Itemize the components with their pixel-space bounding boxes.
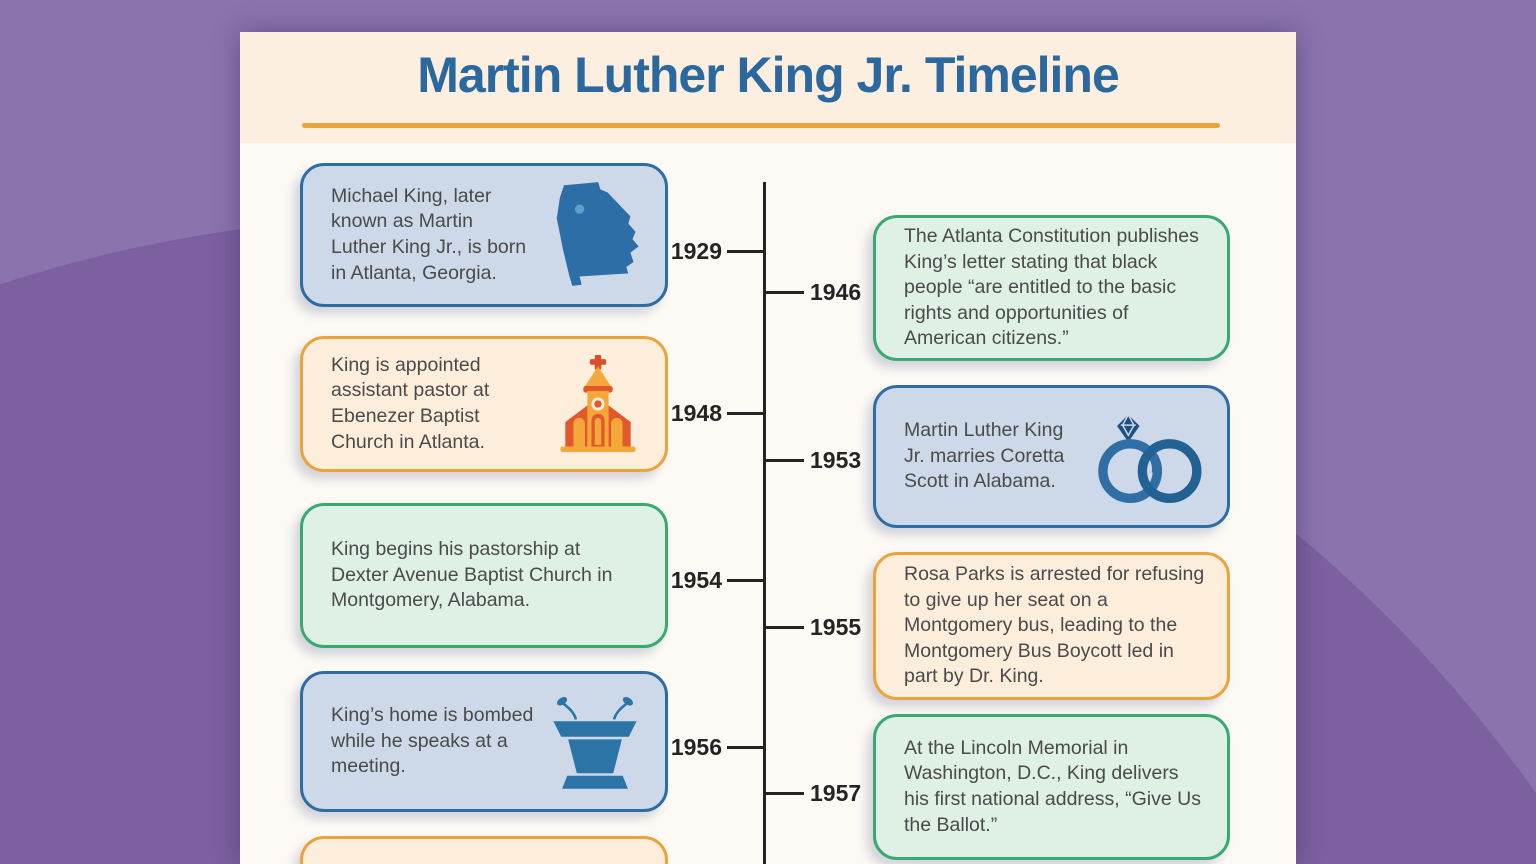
event-card-1954 xyxy=(300,503,668,648)
year-label-1946: 1946 xyxy=(810,279,862,305)
tick-1946 xyxy=(766,291,804,294)
event-text-1954: King begins his pastorship at Dexter Avenue Baptist Church in Montgomery, Alabama. xyxy=(331,538,613,612)
year-label-1954: 1954 xyxy=(670,567,722,593)
event-text-1929: Michael King, later known as Martin Luther King Jr., is born in Atlanta, Georgia. xyxy=(331,184,527,284)
event-card-1946 xyxy=(873,215,1230,361)
timeline-poster xyxy=(240,32,1296,864)
event-text-1956: King’s home is bombed while he speaks at a meeting. xyxy=(331,704,534,778)
tick-1953 xyxy=(766,459,804,462)
year-label-1948: 1948 xyxy=(670,400,722,426)
event-card-1957 xyxy=(873,714,1230,860)
event-text-1957: At the Lincoln Memorial in Washington, D.C., King delivers his first national address, “Give Us the Ballot.” xyxy=(904,736,1201,836)
church-icon xyxy=(549,350,647,458)
wedding-rings-icon xyxy=(1087,407,1209,507)
event-card-1956 xyxy=(300,671,668,812)
year-label-1956: 1956 xyxy=(670,734,722,760)
timeline-spine xyxy=(763,182,766,864)
event-card-1953 xyxy=(873,385,1230,528)
poster-header xyxy=(240,32,1296,143)
event-text-1955: Rosa Parks is arrested for refusing to give up her seat on a Montgomery bus, leading to the Montgomery Bus Boycott led in part by Dr. King. xyxy=(904,563,1205,688)
georgia-state-icon xyxy=(535,179,647,291)
tick-1929 xyxy=(727,250,764,253)
tick-1948 xyxy=(727,412,764,415)
event-card-1929 xyxy=(300,163,668,307)
event-text-1953: Martin Luther King Jr. marries Coretta Scott in Alabama. xyxy=(904,419,1065,493)
tick-1954 xyxy=(727,579,764,582)
tick-1956 xyxy=(727,746,764,749)
year-label-1929: 1929 xyxy=(670,238,722,264)
year-label-1957: 1957 xyxy=(810,780,862,806)
event-card-partial-bottom xyxy=(300,836,668,864)
event-text-1946: The Atlanta Constitution publishes King’s letter stating that black people “are entitled to the basic rights and opportunities of American citizens.” xyxy=(904,225,1199,350)
event-card-1955 xyxy=(873,552,1230,700)
year-label-1953: 1953 xyxy=(810,447,862,473)
title-underline-rule xyxy=(302,123,1220,128)
tick-1955 xyxy=(766,626,804,629)
event-text-1948: King is appointed assistant pastor at Ebenezer Baptist Church in Atlanta. xyxy=(331,353,490,453)
tick-1957 xyxy=(766,792,804,795)
year-label-1955: 1955 xyxy=(810,614,862,640)
podium-icon xyxy=(543,687,647,797)
event-card-1948 xyxy=(300,336,668,472)
page-title: Martin Luther King Jr. Timeline xyxy=(417,47,1119,103)
